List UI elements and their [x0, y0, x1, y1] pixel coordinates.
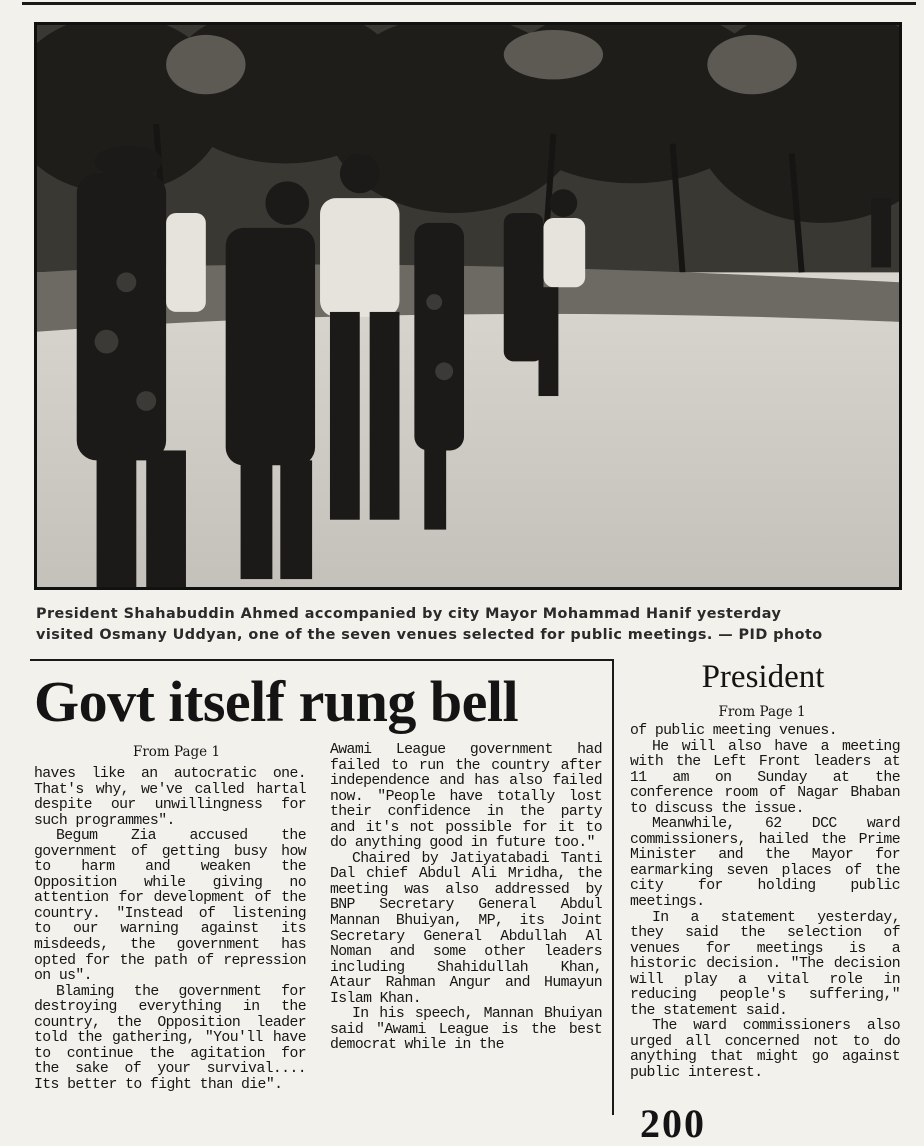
paragraph: haves like an autocratic one. That's why, we've called hartal despite our unwillingness for such programmes".	[34, 766, 306, 829]
side-story-column	[630, 724, 900, 1082]
paragraph: In a statement yesterday, they said the selection of venues for meetings is a historic decision. "The decision will play a vital role in reducing people's suffering," the statement said.	[630, 909, 900, 1019]
paragraph: of public meeting venues.	[630, 723, 837, 739]
paragraph: Blaming the government for destroying everything in the country, the Opposition leader told the gathering, "You'll have to continue the agitation for the sake of your survival.... Its better to fight than die".	[34, 983, 306, 1093]
side-story-headline: President	[701, 659, 825, 695]
paragraph: He will also have a meeting with the Left Front leaders at 11 am on Sunday at the conference room of Nagar Bhaban to discuss the issue.	[630, 738, 900, 817]
paragraph: Meanwhile, 62 DCC ward commissioners, hailed the Prime Minister and the Mayor for earmarking seven places of the city for holding public meetings.	[630, 816, 900, 911]
jump-line: From Page 1	[132, 744, 221, 760]
paragraph: Chaired by Jatiyatabadi Tanti Dal chief Abdul Ali Mridha, the meeting was also addressed by BNP Secretary General Abdul Mannan Bhuiyan, MP, its Joint Secretary General Abdullah Al Noman and some other leaders including Shahidullah Khan, Ataur Rahman Angur and Humayun Islam Khan.	[330, 850, 602, 1007]
story-column-2	[330, 743, 602, 1054]
paragraph: Begum Zia accused the government of getting busy how to harm and weaken the Opposition while giving no attention for development of the country. "Instead of listening to our warning against its misdeeds, the government has opted for the path of repression on us".	[34, 828, 306, 985]
news-photo	[34, 22, 902, 590]
caption-line: President Shahabuddin Ahmed accompanied by city Mayor Mohammad Hanif yesterday	[36, 606, 782, 622]
next-story-headline: 200	[640, 1101, 706, 1146]
photo-caption	[36, 604, 902, 646]
column-divider	[612, 659, 614, 1115]
photo-illustration	[37, 25, 899, 587]
paragraph: In his speech, Mannan Bhuiyan said "Awami League is the best democrat while in the	[330, 1006, 602, 1054]
story-column-1	[34, 767, 306, 1093]
jump-line: From Page 1	[718, 704, 806, 720]
paragraph: Awami League government had failed to run the country after independence and has also failed now. "People have totally lost their confidence in the party and it's not possible for it to do anything good in future too."	[330, 742, 602, 852]
paragraph: The ward commissioners also urged all concerned not to do anything that might go against public interest.	[630, 1018, 900, 1082]
top-rule	[22, 2, 916, 5]
story-top-rule	[30, 659, 614, 661]
caption-line: visited Osmany Uddyan, one of the seven venues selected for public meetings. — PID photo	[36, 627, 823, 643]
story-headline: Govt itself rung bell	[34, 669, 519, 734]
